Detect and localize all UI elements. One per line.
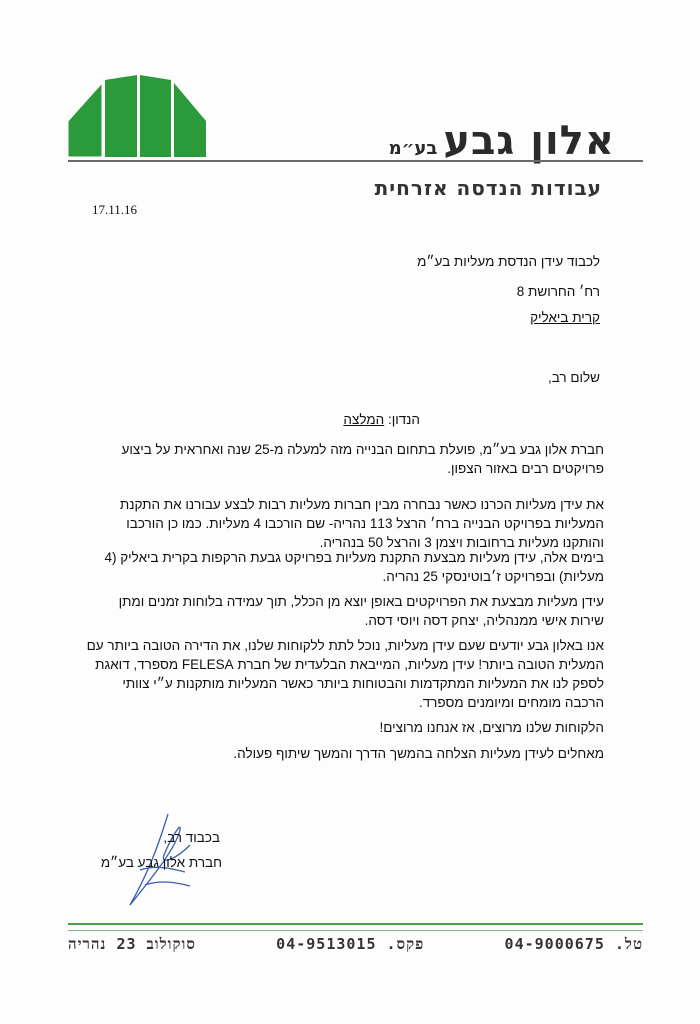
paragraph-intro: חברת אלון גבע בע״מ, פועלת בתחום הבנייה מזה למעלה מ-25 שנה ואחראית על ביצוע פרויקטים רבים באזור הצפון.	[121, 442, 604, 476]
recipient-name: לכבוד עידן הנדסת מעליות בע״מ	[417, 254, 600, 269]
footer-phone: טל. 04-9000675	[504, 935, 643, 953]
letter-date: 17.11.16	[92, 202, 138, 217]
company-logo	[68, 75, 206, 157]
paragraph-wishes: מאחלים לעידן מעליות הצלחה בהמשך הדרך והמשך שיתוף פעולה.	[233, 746, 604, 761]
footer-contact	[68, 935, 643, 954]
company-name	[389, 118, 615, 164]
footer-fax: פקס. 04-9513015	[276, 935, 425, 953]
subject-line	[220, 412, 420, 427]
paragraph-current: בימים אלה, עידן מעליות מבצעת התקנת מעליות בפרויקט גבעת הרקפות בקרית ביאליק (4 מעליות) ובפרויקט ז׳בוטינסקי 25 נהריה.	[104, 550, 604, 584]
paragraph-recommendation: אנו באלון גבע יודעים שעם עידן מעליות, נוכל לתת ללקוחות שלנו, את הדירה הטובה ביותר עם המעלית הטובה ביותר! עידן מעליות, המייבאת הבלעדית של חברת FELESA מספרד, דואגת לספק לנו את המעליות המתקדמות והבטוחות ביותר כאשר המעליות מותקנות ע״י צוותי הרכבה מומחים ומיומנים מספרד.	[86, 638, 604, 710]
footer-divider-thin	[68, 930, 643, 931]
footer-divider-thick	[68, 923, 643, 925]
closing-company: חברת אלון גבע בע״מ	[100, 855, 222, 870]
company-subtitle: עבודות הנדסה אזרחית	[374, 176, 602, 200]
company-suffix: בע״מ	[388, 138, 438, 159]
greeting: שלום רב,	[547, 370, 600, 385]
header-divider	[68, 160, 643, 162]
paragraph-service: עידן מעליות מבצעת את הפרויקטים באופן יוצא מן הכלל, תוך עמידה בלוחות זמנים ומתן שירות אישי ממנהליה, יצחק דסה ויוסי דסה.	[118, 594, 604, 628]
closing-regards: בכבוד רב,	[163, 830, 220, 845]
paragraph-satisfied: הלקוחות שלנו מרוצים, אז אנחנו מרוצים!	[379, 720, 604, 735]
recipient-street: רח׳ החרושת 8	[516, 284, 600, 299]
recipient-city: קרית ביאליק	[530, 310, 600, 325]
footer-address: סוקולוב 23 נהריה	[68, 935, 196, 953]
subject-text: המלצה	[343, 412, 385, 427]
subject-prefix: הנדון:	[387, 412, 420, 427]
paragraph-projects: את עידן מעליות הכרנו כאשר נבחרה מבין חברות מעליות רבות לבצע עבורנו את התקנת המעליות בפרויקט הבנייה ברח׳ הרצל 113 נהריה- שם הורכבו 4 מעליות. כמו כן הורכבו והותקנו מעליות ברחובות ויצמן 3 והרצל 50 בנהריה.	[119, 497, 604, 550]
company-name-text: אלון גבע	[443, 118, 615, 164]
